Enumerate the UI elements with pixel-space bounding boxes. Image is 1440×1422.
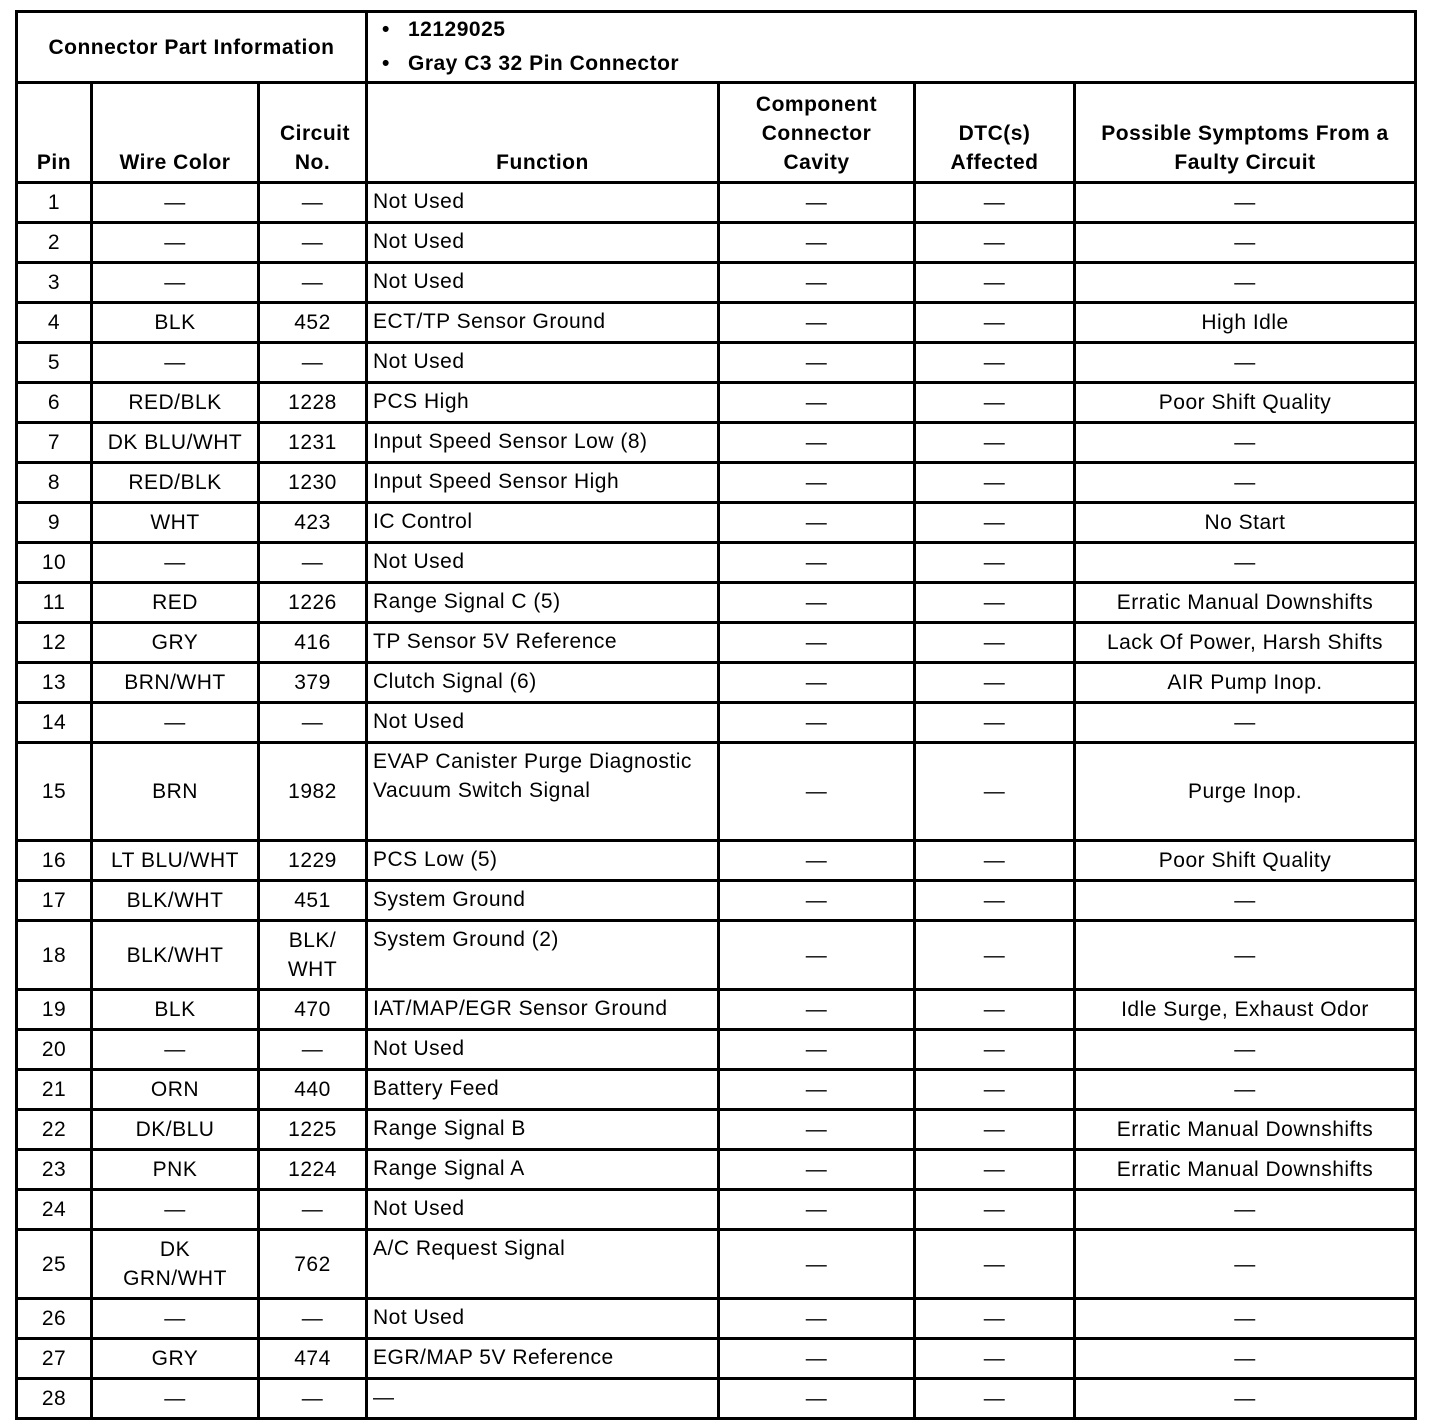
cell-pin: 13 [17,663,92,703]
cell-wire-color: — [92,223,259,263]
cell-dtcs-affected: — [915,543,1075,583]
cell-component-cavity: — [719,663,915,703]
cell-pin: 10 [17,543,92,583]
cell-circuit-no: 1229 [259,841,367,881]
cell-wire-color: PNK [92,1150,259,1190]
cell-function: A/C Request Signal [367,1230,719,1299]
cell-component-cavity: — [719,503,915,543]
cell-circuit-no: — [259,183,367,223]
cell-function: Range Signal B [367,1110,719,1150]
cell-function: Not Used [367,223,719,263]
table-row [17,1379,1416,1419]
connector-info-row [17,12,1416,83]
cell-dtcs-affected: — [915,623,1075,663]
cell-dtcs-affected: — [915,1070,1075,1110]
cell-wire-color: — [92,703,259,743]
cell-pin: 14 [17,703,92,743]
cell-wire-color: RED [92,583,259,623]
table-row [17,623,1416,663]
cell-component-cavity: — [719,423,915,463]
cell-pin: 27 [17,1339,92,1379]
cell-possible-symptoms: — [1075,921,1416,990]
cell-possible-symptoms: Idle Surge, Exhaust Odor [1075,990,1416,1030]
cell-possible-symptoms: Erratic Manual Downshifts [1075,1150,1416,1190]
cell-dtcs-affected: — [915,343,1075,383]
cell-possible-symptoms: — [1075,1190,1416,1230]
cell-component-cavity: — [719,1230,915,1299]
cell-dtcs-affected: — [915,583,1075,623]
cell-component-cavity: — [719,183,915,223]
connector-pinout-table [15,10,1417,1420]
cell-circuit-no: 1230 [259,463,367,503]
cell-circuit-no: BLK/ WHT [259,921,367,990]
cell-pin: 21 [17,1070,92,1110]
cell-function: System Ground [367,881,719,921]
cell-circuit-no: — [259,263,367,303]
cell-circuit-no: 416 [259,623,367,663]
cell-dtcs-affected: — [915,990,1075,1030]
cell-possible-symptoms: No Start [1075,503,1416,543]
cell-circuit-no: 1228 [259,383,367,423]
cell-dtcs-affected: — [915,921,1075,990]
table-row [17,743,1416,841]
table-row [17,383,1416,423]
cell-component-cavity: — [719,841,915,881]
table-row [17,881,1416,921]
cell-pin: 22 [17,1110,92,1150]
cell-function: Not Used [367,543,719,583]
cell-possible-symptoms: — [1075,543,1416,583]
header-dtcs-affected: DTC(s) Affected [915,83,1075,183]
table-row [17,463,1416,503]
cell-dtcs-affected: — [915,503,1075,543]
cell-pin: 18 [17,921,92,990]
cell-possible-symptoms: Erratic Manual Downshifts [1075,1110,1416,1150]
table-row [17,1230,1416,1299]
cell-dtcs-affected: — [915,703,1075,743]
cell-function: PCS High [367,383,719,423]
cell-pin: 20 [17,1030,92,1070]
cell-wire-color: BLK [92,990,259,1030]
cell-dtcs-affected: — [915,1190,1075,1230]
cell-function: Range Signal C (5) [367,583,719,623]
cell-possible-symptoms: AIR Pump Inop. [1075,663,1416,703]
cell-pin: 1 [17,183,92,223]
cell-function: EVAP Canister Purge Diagnostic Vacuum Switch Signal [367,743,719,841]
table-row [17,1150,1416,1190]
table-row [17,503,1416,543]
cell-pin: 11 [17,583,92,623]
cell-circuit-no: 1982 [259,743,367,841]
cell-dtcs-affected: — [915,1150,1075,1190]
table-row [17,1030,1416,1070]
cell-pin: 3 [17,263,92,303]
cell-component-cavity: — [719,343,915,383]
cell-possible-symptoms: — [1075,1299,1416,1339]
table-row [17,703,1416,743]
cell-wire-color: BRN/WHT [92,663,259,703]
cell-possible-symptoms: High Idle [1075,303,1416,343]
cell-function: — [367,1379,719,1419]
cell-wire-color: BRN [92,743,259,841]
cell-pin: 5 [17,343,92,383]
cell-function: Not Used [367,183,719,223]
cell-function: Not Used [367,1299,719,1339]
cell-dtcs-affected: — [915,1110,1075,1150]
cell-circuit-no: 1226 [259,583,367,623]
cell-component-cavity: — [719,1379,915,1419]
header-possible-symptoms: Possible Symptoms From a Faulty Circuit [1075,83,1416,183]
cell-component-cavity: — [719,1110,915,1150]
cell-dtcs-affected: — [915,223,1075,263]
cell-function: ECT/TP Sensor Ground [367,303,719,343]
connector-info-values [367,12,1416,83]
connector-description: • Gray C3 32 Pin Connector [408,47,1409,81]
cell-function: Clutch Signal (6) [367,663,719,703]
cell-pin: 28 [17,1379,92,1419]
header-function: Function [367,83,719,183]
cell-function: Battery Feed [367,1070,719,1110]
cell-component-cavity: — [719,623,915,663]
cell-wire-color: GRY [92,1339,259,1379]
cell-circuit-no: 1225 [259,1110,367,1150]
cell-circuit-no: 470 [259,990,367,1030]
cell-wire-color: — [92,543,259,583]
cell-pin: 24 [17,1190,92,1230]
cell-circuit-no: — [259,343,367,383]
cell-circuit-no: 1224 [259,1150,367,1190]
table-row [17,423,1416,463]
cell-wire-color: — [92,1190,259,1230]
cell-circuit-no: — [259,1030,367,1070]
cell-component-cavity: — [719,463,915,503]
cell-function: TP Sensor 5V Reference [367,623,719,663]
cell-component-cavity: — [719,583,915,623]
cell-possible-symptoms: — [1075,343,1416,383]
cell-component-cavity: — [719,1030,915,1070]
cell-circuit-no: — [259,703,367,743]
cell-pin: 2 [17,223,92,263]
cell-dtcs-affected: — [915,841,1075,881]
table-row [17,1339,1416,1379]
cell-wire-color: RED/BLK [92,463,259,503]
cell-possible-symptoms: — [1075,1070,1416,1110]
cell-wire-color: BLK/WHT [92,881,259,921]
cell-function: Not Used [367,1030,719,1070]
cell-circuit-no: 762 [259,1230,367,1299]
cell-component-cavity: — [719,921,915,990]
header-circuit-no: Circuit No. [259,83,367,183]
cell-wire-color: BLK [92,303,259,343]
cell-component-cavity: — [719,543,915,583]
cell-circuit-no: 440 [259,1070,367,1110]
cell-wire-color: — [92,1030,259,1070]
cell-dtcs-affected: — [915,183,1075,223]
table-row [17,263,1416,303]
cell-function: PCS Low (5) [367,841,719,881]
cell-wire-color: RED/BLK [92,383,259,423]
header-component-cavity: Component Connector Cavity [719,83,915,183]
cell-wire-color: GRY [92,623,259,663]
cell-function: Range Signal A [367,1150,719,1190]
cell-dtcs-affected: — [915,743,1075,841]
cell-possible-symptoms: — [1075,223,1416,263]
connector-info-label: Connector Part Information [17,12,367,83]
cell-function: EGR/MAP 5V Reference [367,1339,719,1379]
cell-dtcs-affected: — [915,1230,1075,1299]
cell-function: IC Control [367,503,719,543]
cell-function: Input Speed Sensor High [367,463,719,503]
cell-component-cavity: — [719,703,915,743]
cell-possible-symptoms: — [1075,703,1416,743]
cell-pin: 6 [17,383,92,423]
table-row [17,183,1416,223]
cell-pin: 4 [17,303,92,343]
cell-wire-color: DK/BLU [92,1110,259,1150]
cell-dtcs-affected: — [915,423,1075,463]
cell-component-cavity: — [719,263,915,303]
header-wire-color: Wire Color [92,83,259,183]
cell-wire-color: DK BLU/WHT [92,423,259,463]
table-row [17,663,1416,703]
table-row [17,583,1416,623]
table-row [17,343,1416,383]
cell-circuit-no: — [259,223,367,263]
cell-circuit-no: 451 [259,881,367,921]
cell-possible-symptoms: — [1075,881,1416,921]
table-row [17,1070,1416,1110]
table-row [17,223,1416,263]
cell-dtcs-affected: — [915,1379,1075,1419]
cell-wire-color: LT BLU/WHT [92,841,259,881]
cell-function: IAT/MAP/EGR Sensor Ground [367,990,719,1030]
cell-possible-symptoms: — [1075,1030,1416,1070]
cell-dtcs-affected: — [915,463,1075,503]
cell-possible-symptoms: Poor Shift Quality [1075,841,1416,881]
cell-component-cavity: — [719,383,915,423]
table-row [17,1110,1416,1150]
cell-wire-color: — [92,263,259,303]
cell-component-cavity: — [719,990,915,1030]
cell-component-cavity: — [719,1190,915,1230]
table-row [17,1299,1416,1339]
cell-function: Not Used [367,1190,719,1230]
cell-possible-symptoms: — [1075,1230,1416,1299]
cell-component-cavity: — [719,303,915,343]
cell-component-cavity: — [719,1299,915,1339]
connector-part-number: • 12129025 [408,13,1409,47]
cell-possible-symptoms: — [1075,263,1416,303]
cell-possible-symptoms: — [1075,423,1416,463]
cell-pin: 19 [17,990,92,1030]
cell-circuit-no: — [259,1190,367,1230]
cell-possible-symptoms: — [1075,1379,1416,1419]
cell-pin: 17 [17,881,92,921]
table-row [17,543,1416,583]
cell-possible-symptoms: Purge Inop. [1075,743,1416,841]
column-header-row [17,83,1416,183]
cell-dtcs-affected: — [915,663,1075,703]
cell-possible-symptoms: Poor Shift Quality [1075,383,1416,423]
cell-possible-symptoms: — [1075,1339,1416,1379]
cell-pin: 8 [17,463,92,503]
cell-pin: 15 [17,743,92,841]
cell-dtcs-affected: — [915,1339,1075,1379]
cell-circuit-no: 379 [259,663,367,703]
cell-dtcs-affected: — [915,383,1075,423]
table-row [17,1190,1416,1230]
cell-function: Input Speed Sensor Low (8) [367,423,719,463]
cell-wire-color: — [92,1379,259,1419]
table-row [17,303,1416,343]
cell-wire-color: — [92,343,259,383]
cell-possible-symptoms: Lack Of Power, Harsh Shifts [1075,623,1416,663]
cell-circuit-no: — [259,543,367,583]
cell-pin: 9 [17,503,92,543]
cell-component-cavity: — [719,881,915,921]
cell-component-cavity: — [719,743,915,841]
cell-pin: 25 [17,1230,92,1299]
cell-circuit-no: 474 [259,1339,367,1379]
cell-dtcs-affected: — [915,1299,1075,1339]
cell-possible-symptoms: — [1075,183,1416,223]
cell-function: Not Used [367,263,719,303]
cell-wire-color: BLK/WHT [92,921,259,990]
cell-circuit-no: 452 [259,303,367,343]
cell-wire-color: — [92,1299,259,1339]
cell-component-cavity: — [719,1339,915,1379]
cell-component-cavity: — [719,223,915,263]
cell-wire-color: DK GRN/WHT [92,1230,259,1299]
cell-wire-color: ORN [92,1070,259,1110]
cell-circuit-no: — [259,1379,367,1419]
table-row [17,921,1416,990]
table-row [17,841,1416,881]
cell-function: Not Used [367,703,719,743]
cell-dtcs-affected: — [915,1030,1075,1070]
cell-wire-color: WHT [92,503,259,543]
cell-function: Not Used [367,343,719,383]
cell-function: System Ground (2) [367,921,719,990]
cell-component-cavity: — [719,1070,915,1110]
cell-pin: 7 [17,423,92,463]
cell-circuit-no: 1231 [259,423,367,463]
cell-dtcs-affected: — [915,263,1075,303]
header-pin: Pin [17,83,92,183]
cell-possible-symptoms: — [1075,463,1416,503]
cell-pin: 12 [17,623,92,663]
cell-wire-color: — [92,183,259,223]
cell-possible-symptoms: Erratic Manual Downshifts [1075,583,1416,623]
cell-circuit-no: — [259,1299,367,1339]
cell-dtcs-affected: — [915,881,1075,921]
cell-pin: 23 [17,1150,92,1190]
table-row [17,990,1416,1030]
cell-pin: 16 [17,841,92,881]
cell-component-cavity: — [719,1150,915,1190]
cell-circuit-no: 423 [259,503,367,543]
cell-dtcs-affected: — [915,303,1075,343]
cell-pin: 26 [17,1299,92,1339]
